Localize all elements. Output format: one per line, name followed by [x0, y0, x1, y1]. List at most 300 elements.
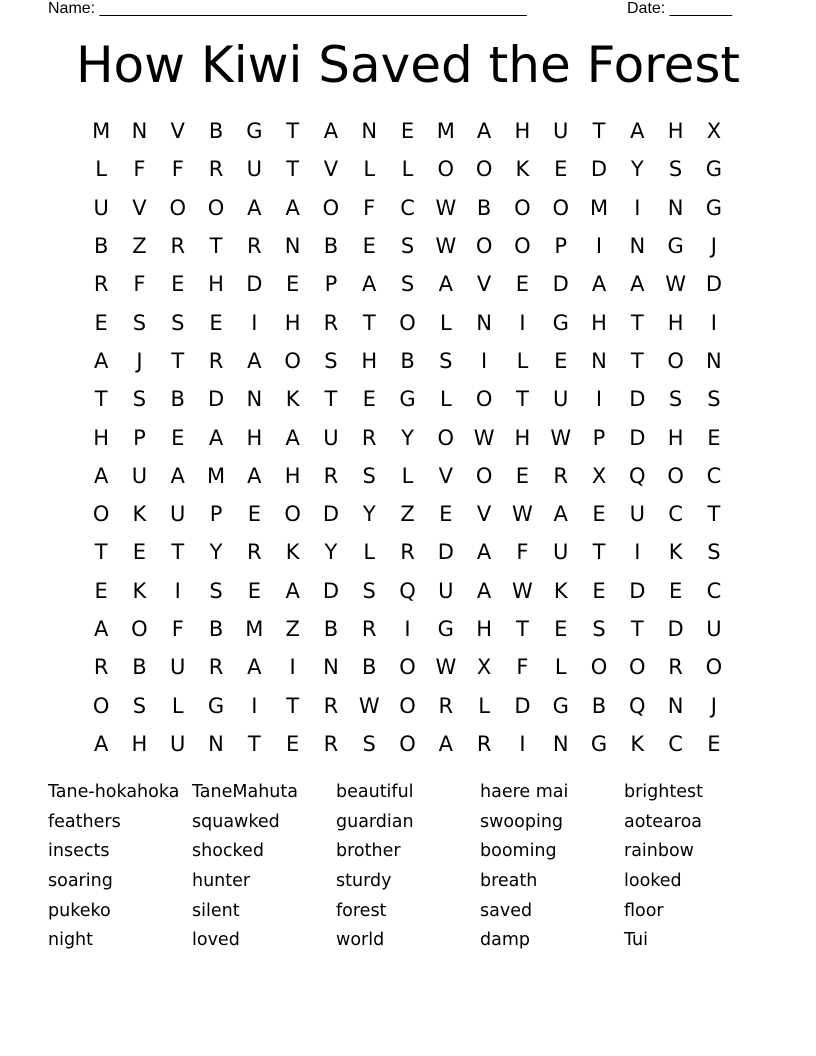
word-list-item: brightest [624, 782, 703, 802]
grid-letter: F [133, 157, 146, 182]
grid-letter: S [668, 157, 683, 182]
grid-letter: O [475, 157, 493, 182]
grid-letter: T [630, 310, 644, 335]
grid-letter: U [553, 540, 569, 565]
grid-letter: E [94, 310, 108, 335]
grid-letter: S [362, 463, 376, 488]
grid-letter: P [554, 234, 568, 259]
grid-letter: L [401, 157, 414, 182]
grid-letter: N [131, 119, 148, 144]
grid-letter: W [550, 425, 572, 450]
grid-letter: D [629, 578, 646, 603]
grid-letter: Y [630, 157, 644, 182]
grid-letter: E [285, 731, 300, 756]
letter-grid [82, 112, 733, 763]
grid-letter: R [170, 234, 186, 259]
grid-letter: O [475, 234, 493, 259]
word-list [48, 778, 768, 956]
name-field[interactable]: Name: ________________________________________________ [48, 0, 527, 17]
grid-letter: A [476, 540, 492, 565]
grid-letter: T [171, 348, 185, 373]
word-list-item: hunter [192, 871, 251, 892]
word-list-item: looked [624, 871, 682, 892]
grid-letter: V [476, 502, 492, 527]
grid-letter: W [435, 234, 457, 259]
grid-letter: A [247, 655, 262, 680]
grid-letter: S [707, 540, 721, 565]
grid-letter: J [136, 348, 143, 373]
grid-letter: M [589, 195, 609, 220]
grid-letter: X [476, 655, 492, 680]
grid-letter: V [170, 119, 185, 144]
grid-letter: A [285, 425, 300, 450]
grid-letter: M [245, 617, 264, 641]
grid-letter: H [667, 310, 684, 335]
grid-letter: T [362, 310, 376, 335]
grid-letter: N [361, 119, 378, 144]
word-list-item: saved [480, 900, 533, 921]
grid-letter: T [592, 119, 606, 144]
grid-letter: S [362, 578, 376, 603]
grid-letter: T [324, 387, 338, 412]
grid-letter: V [476, 272, 492, 297]
grid-letter: E [171, 272, 185, 297]
grid-letter: C [706, 463, 722, 488]
grid-letter: A [476, 119, 492, 144]
grid-letter: S [362, 731, 376, 756]
grid-letter: O [399, 731, 416, 756]
grid-letter: L [363, 540, 376, 565]
grid-letter: E [285, 272, 300, 297]
grid-letter: T [630, 348, 644, 373]
grid-letter: O [399, 310, 416, 335]
grid-letter: A [93, 617, 109, 641]
grid-letter: I [251, 693, 258, 718]
grid-letter: E [400, 119, 415, 144]
grid-letter: M [436, 119, 455, 144]
grid-letter: J [710, 693, 717, 718]
grid-letter: E [247, 502, 261, 527]
grid-letter: U [629, 502, 645, 527]
word-list-item: sturdy [336, 871, 392, 892]
word-list-item: booming [480, 841, 557, 862]
grid-letter: I [710, 310, 717, 335]
grid-letter: K [515, 157, 530, 182]
grid-letter: N [706, 348, 722, 373]
grid-letter: S [668, 387, 683, 412]
grid-letter: O [284, 502, 301, 527]
grid-letter: B [362, 655, 377, 680]
grid-letter: T [516, 387, 529, 412]
grid-letter: E [362, 387, 376, 412]
grid-letter: O [207, 195, 225, 220]
grid-letter: R [93, 272, 109, 297]
word-list-item: silent [192, 900, 240, 921]
grid-letter: W [435, 195, 457, 220]
grid-letter: O [131, 617, 148, 641]
word-list-item: rainbow [624, 841, 694, 862]
word-list-item: haere mai [480, 782, 569, 802]
grid-letter: E [592, 502, 606, 527]
grid-letter: A [93, 463, 109, 488]
grid-letter: S [324, 348, 338, 373]
grid-letter: R [553, 463, 568, 488]
grid-letter: D [552, 272, 569, 297]
grid-letter: D [322, 578, 340, 603]
grid-letter: N [246, 387, 263, 412]
grid-letter: D [514, 693, 531, 718]
grid-letter: U [706, 617, 722, 641]
grid-letter: H [591, 310, 607, 335]
word-list-item: beautiful [336, 782, 414, 802]
grid-letter: K [630, 731, 645, 756]
grid-letter: S [400, 234, 415, 259]
grid-letter: O [667, 463, 684, 488]
word-list-item: swooping [480, 811, 564, 832]
grid-letter: T [94, 387, 108, 412]
grid-letter: A [93, 731, 109, 756]
grid-letter: N [323, 655, 339, 680]
word-list-item: pukeko [48, 900, 111, 921]
grid-letter: A [170, 463, 185, 488]
grid-letter: O [705, 655, 723, 680]
grid-letter: V [323, 157, 339, 182]
grid-letter: F [171, 617, 184, 641]
grid-letter: B [400, 348, 415, 373]
grid-letter: T [286, 693, 300, 718]
grid-letter: W [473, 425, 495, 450]
grid-letter: V [438, 463, 453, 488]
grid-letter: O [169, 195, 186, 220]
word-list-item: squawked [192, 811, 280, 832]
grid-letter: N [629, 234, 646, 259]
grid-letter: D [437, 540, 454, 565]
grid-letter: G [552, 693, 569, 718]
word-list-item: aotearoa [624, 811, 703, 832]
grid-letter: R [400, 540, 415, 565]
grid-letter: O [514, 195, 531, 220]
grid-letter: K [132, 578, 147, 603]
grid-letter: O [399, 693, 416, 718]
grid-letter: I [174, 578, 181, 603]
grid-letter: H [131, 731, 148, 756]
grid-letter: G [705, 195, 723, 220]
grid-letter: B [132, 655, 147, 680]
grid-letter: E [209, 310, 223, 335]
word-list-item: breath [480, 871, 538, 892]
grid-letter: P [209, 502, 223, 527]
word-list-item: brother [336, 841, 401, 862]
grid-letter: U [323, 425, 339, 450]
word-list-item: Tui [624, 930, 648, 951]
grid-letter: E [247, 578, 261, 603]
grid-letter: O [590, 655, 608, 680]
grid-letter: T [171, 540, 185, 565]
grid-letter: O [284, 348, 301, 373]
grid-letter: L [554, 655, 567, 680]
grid-letter: W [512, 578, 533, 603]
grid-letter: E [554, 348, 568, 373]
grid-letter: D [705, 272, 722, 297]
grid-letter: S [132, 310, 147, 335]
grid-letter: L [95, 157, 107, 182]
grid-letter: X [591, 463, 607, 488]
grid-letter: L [439, 387, 452, 412]
grid-letter: R [668, 655, 683, 680]
grid-letter: I [519, 310, 526, 335]
grid-letter: A [438, 272, 453, 297]
grid-letter: E [592, 578, 606, 603]
word-list-item: guardian [336, 811, 414, 832]
grid-letter: E [707, 731, 721, 756]
grid-letter: B [170, 387, 185, 412]
grid-letter: U [131, 463, 148, 488]
grid-letter: R [323, 310, 339, 335]
grid-letter: C [668, 731, 683, 756]
grid-letter: S [439, 348, 453, 373]
grid-letter: P [133, 425, 146, 450]
grid-letter: L [478, 693, 490, 718]
grid-letter: R [438, 693, 454, 718]
grid-letter: E [171, 425, 185, 450]
grid-letter: A [285, 578, 300, 603]
grid-letter: B [208, 119, 224, 144]
grid-letter: B [93, 234, 109, 259]
grid-letter: O [399, 655, 416, 680]
grid-letter: V [132, 195, 147, 220]
grid-letter: A [591, 272, 607, 297]
grid-letter: S [209, 578, 223, 603]
word-list-item: insects [48, 841, 110, 862]
grid-letter: H [208, 272, 224, 297]
grid-letter: L [401, 463, 414, 488]
word-list-item: night [48, 930, 94, 951]
grid-letter: H [284, 310, 301, 335]
grid-letter: I [404, 617, 411, 641]
grid-letter: U [438, 578, 454, 603]
grid-letter: O [514, 234, 531, 259]
grid-letter: O [475, 387, 493, 412]
grid-letter: N [552, 731, 569, 756]
grid-letter: U [170, 655, 186, 680]
grid-letter: W [665, 272, 686, 297]
grid-letter: B [323, 234, 339, 259]
grid-letter: H [284, 463, 301, 488]
grid-letter: E [668, 578, 683, 603]
grid-letter: J [710, 234, 717, 259]
grid-letter: A [630, 119, 645, 144]
word-list-item: forest [336, 900, 387, 921]
grid-letter: N [667, 693, 684, 718]
grid-letter: N [208, 731, 224, 756]
grid-letter: T [94, 540, 108, 565]
grid-letter: N [476, 310, 492, 335]
grid-letter: R [247, 234, 262, 259]
grid-letter: S [400, 272, 415, 297]
date-field[interactable]: Date: _______ [627, 0, 732, 17]
grid-letter: D [667, 617, 684, 641]
grid-letter: R [208, 655, 224, 680]
grid-letter: Z [132, 234, 147, 259]
grid-letter: R [93, 655, 109, 680]
grid-letter: A [630, 272, 645, 297]
grid-letter: E [515, 463, 530, 488]
grid-letter: S [132, 387, 147, 412]
grid-letter: Q [629, 693, 646, 718]
grid-letter: R [323, 731, 339, 756]
grid-letter: L [516, 348, 529, 373]
grid-letter: C [400, 195, 415, 220]
grid-letter: H [667, 119, 684, 144]
grid-letter: U [553, 387, 569, 412]
grid-letter: E [554, 617, 568, 641]
word-list-item: Tane-hokahoka [48, 782, 180, 802]
grid-letter: S [592, 617, 606, 641]
grid-letter: E [707, 425, 721, 450]
grid-letter: X [706, 119, 722, 144]
grid-letter: D [629, 387, 646, 412]
grid-letter: F [516, 540, 529, 565]
grid-letter: G [246, 119, 263, 144]
grid-letter: I [634, 195, 641, 220]
grid-letter: S [132, 693, 147, 718]
grid-letter: M [206, 463, 226, 488]
grid-letter: N [667, 195, 684, 220]
grid-letter: A [362, 272, 377, 297]
grid-letter: S [707, 387, 721, 412]
grid-letter: B [208, 617, 224, 641]
word-list-item: loved [192, 930, 240, 951]
grid-letter: R [361, 617, 377, 641]
grid-letter: I [519, 731, 526, 756]
grid-letter: T [209, 234, 223, 259]
grid-letter: P [592, 425, 606, 450]
grid-letter: U [553, 119, 569, 144]
grid-letter: O [92, 502, 110, 527]
word-list-item: TaneMahuta [192, 782, 298, 802]
page-title: How Kiwi Saved the Forest [75, 36, 741, 94]
grid-letter: G [399, 387, 416, 412]
word-list-item: feathers [48, 811, 121, 832]
grid-letter: F [171, 157, 184, 182]
grid-letter: H [361, 348, 378, 373]
word-list-item: world [336, 930, 385, 951]
grid-letter: B [591, 693, 607, 718]
grid-letter: P [324, 272, 338, 297]
grid-letter: T [286, 119, 300, 144]
grid-letter: H [514, 425, 531, 450]
grid-letter: D [246, 272, 263, 297]
grid-letter: Y [209, 540, 223, 565]
grid-letter: G [552, 310, 569, 335]
grid-letter: R [208, 157, 224, 182]
grid-letter: W [512, 502, 533, 527]
grid-letter: Z [400, 502, 415, 527]
grid-letter: F [516, 655, 529, 680]
grid-letter: D [629, 425, 646, 450]
grid-letter: I [289, 655, 296, 680]
grid-letter: L [171, 693, 184, 718]
grid-letter: O [667, 348, 684, 373]
grid-letter: I [251, 310, 258, 335]
grid-letter: R [208, 348, 224, 373]
grid-letter: A [93, 348, 109, 373]
grid-letter: I [595, 387, 603, 412]
grid-letter: G [590, 731, 608, 756]
grid-letter: N [591, 348, 607, 373]
grid-letter: B [476, 195, 492, 220]
grid-letter: L [439, 310, 452, 335]
grid-letter: K [668, 540, 683, 565]
grid-letter: G [437, 617, 454, 641]
grid-letter: C [668, 502, 683, 527]
grid-letter: S [171, 310, 185, 335]
grid-letter: R [323, 463, 339, 488]
grid-letter: A [247, 463, 262, 488]
grid-letter: A [553, 502, 568, 527]
word-list-item: soaring [48, 871, 113, 892]
grid-letter: H [246, 425, 263, 450]
grid-letter: W [358, 693, 380, 718]
grid-letter: T [286, 157, 300, 182]
grid-letter: L [363, 157, 376, 182]
grid-letter: H [93, 425, 110, 450]
grid-letter: Y [362, 502, 376, 527]
grid-letter: M [92, 119, 111, 144]
grid-letter: K [285, 540, 300, 565]
grid-letter: T [516, 617, 529, 641]
grid-letter: O [437, 425, 455, 450]
grid-letter: F [133, 272, 146, 297]
grid-letter: B [323, 617, 339, 641]
grid-letter: E [362, 234, 376, 259]
grid-letter: R [323, 693, 339, 718]
grid-letter: H [514, 119, 531, 144]
grid-letter: R [476, 731, 492, 756]
grid-letter: U [93, 195, 109, 220]
grid-letter: Z [285, 617, 300, 641]
grid-letter: F [363, 195, 376, 220]
grid-letter: O [475, 463, 493, 488]
grid-letter: K [553, 578, 568, 603]
grid-letter: T [707, 502, 721, 527]
grid-letter: O [92, 693, 110, 718]
grid-letter: Y [324, 540, 338, 565]
grid-letter: D [322, 502, 340, 527]
grid-letter: R [247, 540, 262, 565]
header [48, 0, 740, 22]
grid-letter: D [590, 157, 608, 182]
grid-letter: N [284, 234, 301, 259]
grid-letter: A [285, 195, 300, 220]
grid-letter: E [94, 578, 108, 603]
grid-letter: C [706, 578, 722, 603]
word-list-item: damp [480, 930, 530, 951]
grid-letter: E [132, 540, 147, 565]
grid-letter: E [554, 157, 568, 182]
grid-letter: T [630, 617, 644, 641]
grid-letter: T [247, 731, 261, 756]
grid-letter: K [285, 387, 300, 412]
grid-letter: H [476, 617, 493, 641]
grid-letter: A [247, 195, 262, 220]
word-list-item: shocked [192, 841, 264, 862]
grid-letter: O [437, 157, 455, 182]
grid-letter: E [515, 272, 530, 297]
grid-letter: A [208, 425, 224, 450]
grid-letter: I [595, 234, 603, 259]
grid-letter: H [667, 425, 684, 450]
